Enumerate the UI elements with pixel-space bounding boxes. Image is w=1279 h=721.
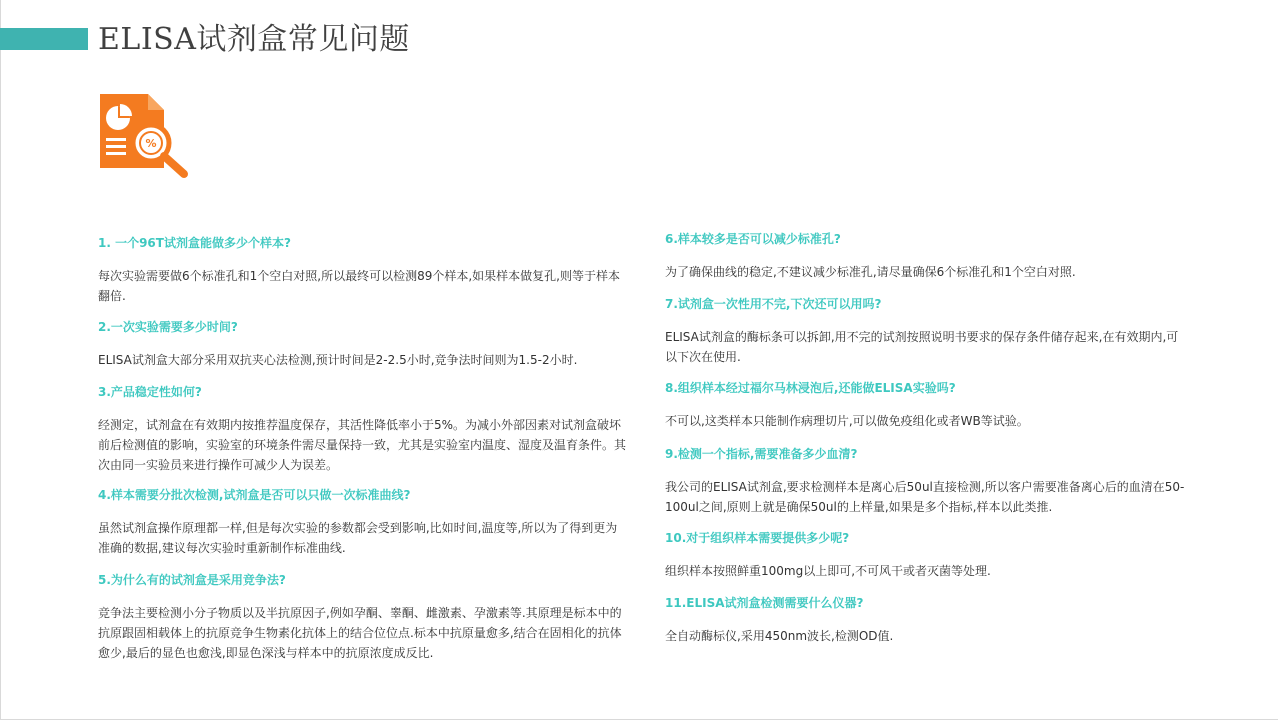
faq-question-11: 11.ELISA试剂盒检测需要什么仪器?: [665, 596, 864, 610]
faq-question-8: 8.组织样本经过福尔马林浸泡后,还能做ELISA实验吗?: [665, 381, 956, 395]
faq-question-7: 7.试剂盒一次性用不完,下次还可以用吗?: [665, 297, 882, 311]
faq-question-10: 10.对于组织样本需要提供多少呢?: [665, 531, 850, 545]
faq-question-9: 9.检测一个指标,需要准备多少血清?: [665, 447, 858, 461]
faq-question-1: 1. 一个96T试剂盒能做多少个样本?: [98, 236, 291, 250]
faq-answer-7: ELISA试剂盒的酶标条可以拆卸,用不完的试剂按照说明书要求的保存条件储存起来,在有效期内,可以下次在使用.: [665, 330, 1179, 364]
faq-answer-10: 组织样本按照鲜重100mg以上即可,不可风干或者灭菌等处理.: [665, 564, 991, 578]
faq-question-6: 6.样本较多是否可以减少标准孔?: [665, 232, 841, 246]
faq-answer-6: 为了确保曲线的稳定,不建议减少标准孔,请尽量确保6个标准孔和1个空白对照.: [665, 265, 1076, 279]
faq-answer-11: 全自动酶标仪,采用450nm波长,检测OD值.: [665, 629, 894, 643]
title-accent-bar: [0, 28, 88, 50]
percent-glyph: %: [145, 137, 157, 150]
faq-answer-2: ELISA试剂盒大部分采用双抗夹心法检测,预计时间是2-2.5小时,竞争法时间则为1.5-2小时.: [98, 353, 578, 367]
faq-answer-4: 虽然试剂盒操作原理都一样,但是每次实验的参数都会受到影响,比如时间,温度等,所以为了得到更为准确的数据,建议每次实验时重新制作标准曲线.: [98, 521, 618, 555]
faq-answer-9: 我公司的ELISA试剂盒,要求检测样本是离心后50ul直接检测,所以客户需要准备离心后的血清在50-100ul之间,原则上就是确保50ul的上样量,如果是多个指标,样本以此类推.: [665, 480, 1185, 514]
faq-question-3: 3.产品稳定性如何?: [98, 385, 202, 399]
report-magnifier-icon: [98, 92, 194, 182]
faq-answer-5: 竞争法主要检测小分子物质以及半抗原因子,例如孕酮、睾酮、雌激素、孕激素等.其原理是标本中的抗原跟固相载体上的抗原竞争生物素化抗体上的结合位位点.标本中抗原量愈多,结合在固相化的抗体愈少,最后的显色也愈浅,即显色深浅与样本中的抗原浓度成反比.: [98, 606, 622, 660]
faq-question-5: 5.为什么有的试剂盒是采用竞争法?: [98, 573, 286, 587]
faq-question-4: 4.样本需要分批次检测,试剂盒是否可以只做一次标准曲线?: [98, 488, 411, 502]
page-title: ELISA试剂盒常见问题: [98, 22, 410, 57]
faq-question-2: 2.一次实验需要多少时间?: [98, 320, 238, 334]
faq-answer-3: 经测定，试剂盒在有效期内按推荐温度保存，其活性降低率小于5%。为减小外部因素对试剂盒破坏前后检测值的影响，实验室的环境条件需尽量保持一致，尤其是实验室内温度、湿度及温育条件。其次由同一实验员来进行操作可减少人为误差。: [98, 418, 627, 472]
faq-answer-1: 每次实验需要做6个标准孔和1个空白对照,所以最终可以检测89个样本,如果样本做复孔,则等于样本翻倍.: [98, 269, 620, 303]
faq-answer-8: 不可以,这类样本只能制作病理切片,可以做免疫组化或者WB等试验。: [665, 414, 1029, 428]
